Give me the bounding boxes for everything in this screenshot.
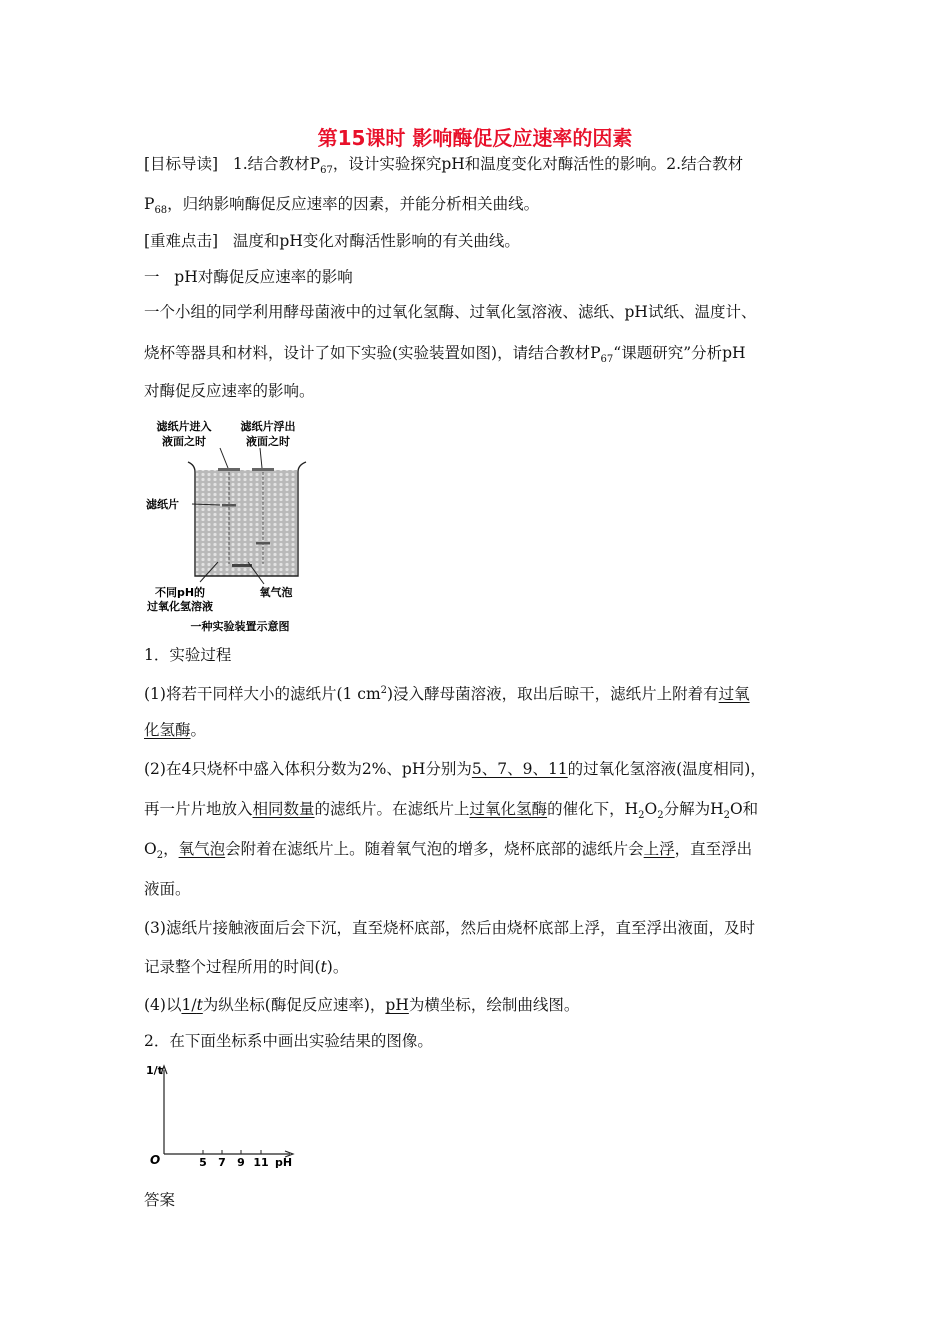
answer-blank: 过氧化氢酶: [469, 800, 548, 818]
process-p2-line-4: 液面。: [144, 880, 191, 898]
answer-blank: pH: [385, 996, 409, 1014]
process-p3-line-2: 记录整个过程所用的时间(t)。: [144, 958, 349, 976]
apparatus-figure: [140, 412, 340, 637]
label-float-1: 滤纸片浮出: [240, 420, 296, 433]
x-tick-label: 7: [218, 1156, 226, 1169]
figure-caption: 一种实验装置示意图: [190, 620, 290, 633]
label-solution-2: 过氧化氢溶液: [147, 600, 213, 613]
section-heading: 一 pH对酶促反应速率的影响: [144, 268, 353, 286]
intro-line-3: 对酶促反应速率的影响。: [144, 382, 315, 400]
answer-blank: 1/t: [181, 996, 203, 1014]
y-axis-label: 1/t: [146, 1064, 163, 1077]
label-enter-2: 液面之时: [162, 435, 206, 448]
process-p3-line-1: (3)滤纸片接触液面后会下沉，直至烧杯底部，然后由烧杯底部上浮，直至浮出液面，及时: [144, 919, 755, 937]
pointer-float: [260, 448, 262, 468]
process-p2-line-3: $O_2$，氧气泡会附着在滤纸片上。随着氧气泡的增多，烧杯底部的滤纸片会上浮，直至浮出: [144, 840, 753, 862]
answer-blank: 氧气泡: [178, 840, 226, 858]
origin-label: O: [150, 1153, 161, 1167]
x-tick-label: 11: [253, 1156, 269, 1169]
label-float-2: 液面之时: [246, 435, 290, 448]
label-paper: 滤纸片: [146, 498, 179, 511]
goal-text-1: 1.结合教材P: [232, 155, 321, 173]
coordinate-axes: [144, 1060, 304, 1172]
process-p2-line-1: (2)在4只烧杯中盛入体积分数为2%、pH分别为5、7、9、11的过氧化氢溶液(温度相同)，: [144, 760, 766, 778]
page-title: 第15课时 影响酶促反应速率的因素: [317, 126, 633, 150]
answer-blank: 相同数量: [252, 800, 315, 818]
intro-line-2: 烧杯等器具和材料，设计了如下实验(实验装置如图)，请结合教材$P_{67}“$课题研究”分析pH: [144, 344, 746, 366]
paper-sinking: [222, 504, 236, 507]
process-p2-line-2: 再一片片地放入相同数量的滤纸片。在滤纸片上过氧化氢酶的催化下，$H_2O_2$分解为$H_2O$和: [144, 800, 759, 822]
answer-blank: 5、7、9、11: [471, 760, 568, 778]
process-p4: (4)以1/t为纵坐标(酶促反应速率)，pH为横坐标，绘制曲线图。: [144, 996, 580, 1014]
answer-blank: 化氢酶: [144, 721, 191, 739]
key-label: [重难点击]: [144, 232, 219, 250]
key-points-line: [144, 231, 520, 251]
paper-bottom: [232, 564, 252, 567]
label-enter-1: 滤纸片进入: [156, 420, 212, 433]
process-p1-line-1: (1)将若干同样大小的滤纸片(1 $cm^2$)浸入酵母菌溶液，取出后晾干，滤纸片上附着有过氧: [144, 685, 750, 704]
goal-line-2: $P_{68}$，归纳影响酶促反应速率的因素，并能分析相关曲线。: [144, 195, 540, 217]
goal-label: [目标导读]: [144, 155, 219, 173]
paper-entering: [218, 468, 240, 471]
process-heading: 1．实验过程: [144, 646, 232, 664]
answer-blank: 过氧: [718, 685, 750, 704]
x-axis-label: pH: [275, 1156, 293, 1169]
paper-rising: [256, 542, 270, 545]
graph-task: 2．在下面坐标系中画出实验结果的图像。: [144, 1032, 433, 1050]
x-tick-label: 5: [199, 1156, 207, 1169]
goal-line-1: [目标导读] 1.结合教材$P_{67}$，设计实验探究pH和温度变化对酶活性的影响。2.结合教材: [144, 155, 744, 177]
pointer-enter: [220, 448, 228, 468]
x-tick-label: 9: [237, 1156, 245, 1169]
intro-line-1: 一个小组的同学利用酵母菌液中的过氧化氢酶、过氧化氢溶液、滤纸、pH试纸、温度计、: [144, 303, 757, 321]
answer-blank: 上浮: [643, 840, 675, 858]
label-bubble: 氧气泡: [259, 586, 293, 599]
paper-floating: [252, 468, 274, 471]
answer-label: 答案: [144, 1191, 176, 1209]
label-solution-1: 不同pH的: [154, 586, 206, 599]
key-text: 温度和pH变化对酶活性影响的有关曲线。: [232, 232, 520, 250]
process-p1-line-2: 化氢酶。: [144, 721, 207, 739]
hydrogen-peroxide-liquid: [196, 470, 297, 576]
